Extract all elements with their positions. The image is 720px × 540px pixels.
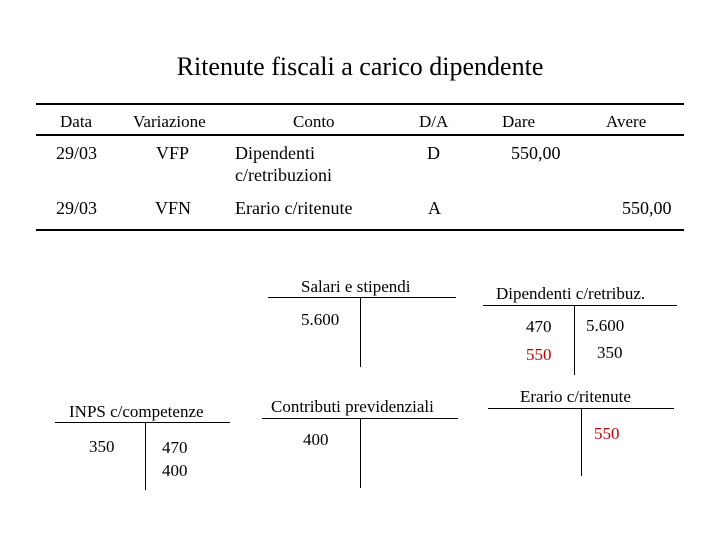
row-2-data: 29/03 <box>56 198 98 218</box>
t-account-title: INPS c/competenze <box>69 402 204 421</box>
row-1-data: 29/03 <box>56 143 98 163</box>
row-1-variazione: VFP <box>156 143 190 163</box>
header-dare: Dare <box>502 112 536 131</box>
row-1-conto-line2: c/retribuzioni <box>235 165 332 185</box>
t-account-title: Erario c/ritenute <box>520 387 631 406</box>
table-header-rule <box>36 134 684 136</box>
t-account-avere-value: 470 <box>162 438 188 457</box>
header-avere: Avere <box>606 112 647 131</box>
t-account-horizontal-rule <box>268 297 456 298</box>
t-account-vertical-rule <box>145 422 146 490</box>
t-account-dare-value: 350 <box>89 437 115 456</box>
t-account-title: Salari e stipendi <box>301 277 411 296</box>
header-da: D/A <box>419 112 449 131</box>
t-account-vertical-rule <box>574 305 575 375</box>
table-bottom-rule <box>36 229 684 231</box>
t-account-dare-value: 550 <box>526 345 552 364</box>
t-account-avere-value: 350 <box>597 343 623 362</box>
row-2-da: A <box>428 198 441 218</box>
table-top-rule <box>36 103 684 105</box>
t-account-horizontal-rule <box>483 305 677 306</box>
t-account-avere-value: 550 <box>594 424 620 443</box>
row-1-dare: 550,00 <box>511 143 561 163</box>
row-1-conto-line1: Dipendenti <box>235 143 315 163</box>
t-account-vertical-rule <box>360 418 361 488</box>
header-conto: Conto <box>293 112 335 131</box>
header-variazione: Variazione <box>133 112 206 131</box>
header-data: Data <box>60 112 93 131</box>
page-title: Ritenute fiscali a carico dipendente <box>176 52 544 81</box>
t-account-avere-value: 400 <box>162 461 188 480</box>
row-2-variazione: VFN <box>155 198 192 218</box>
t-account-dare-value: 470 <box>526 317 552 336</box>
t-account-avere-value: 5.600 <box>586 316 625 335</box>
t-account-dare-value: 400 <box>303 430 329 449</box>
t-account-title: Dipendenti c/retribuz. <box>496 284 646 303</box>
row-2-avere: 550,00 <box>622 198 672 218</box>
t-account-vertical-rule <box>581 408 582 476</box>
t-account-dare-value: 5.600 <box>301 310 340 329</box>
t-account-vertical-rule <box>360 297 361 367</box>
row-1-da: D <box>427 143 440 163</box>
row-2-conto-line1: Erario c/ritenute <box>235 198 353 218</box>
t-account-title: Contributi previdenziali <box>271 397 434 416</box>
t-account-horizontal-rule <box>55 422 230 423</box>
